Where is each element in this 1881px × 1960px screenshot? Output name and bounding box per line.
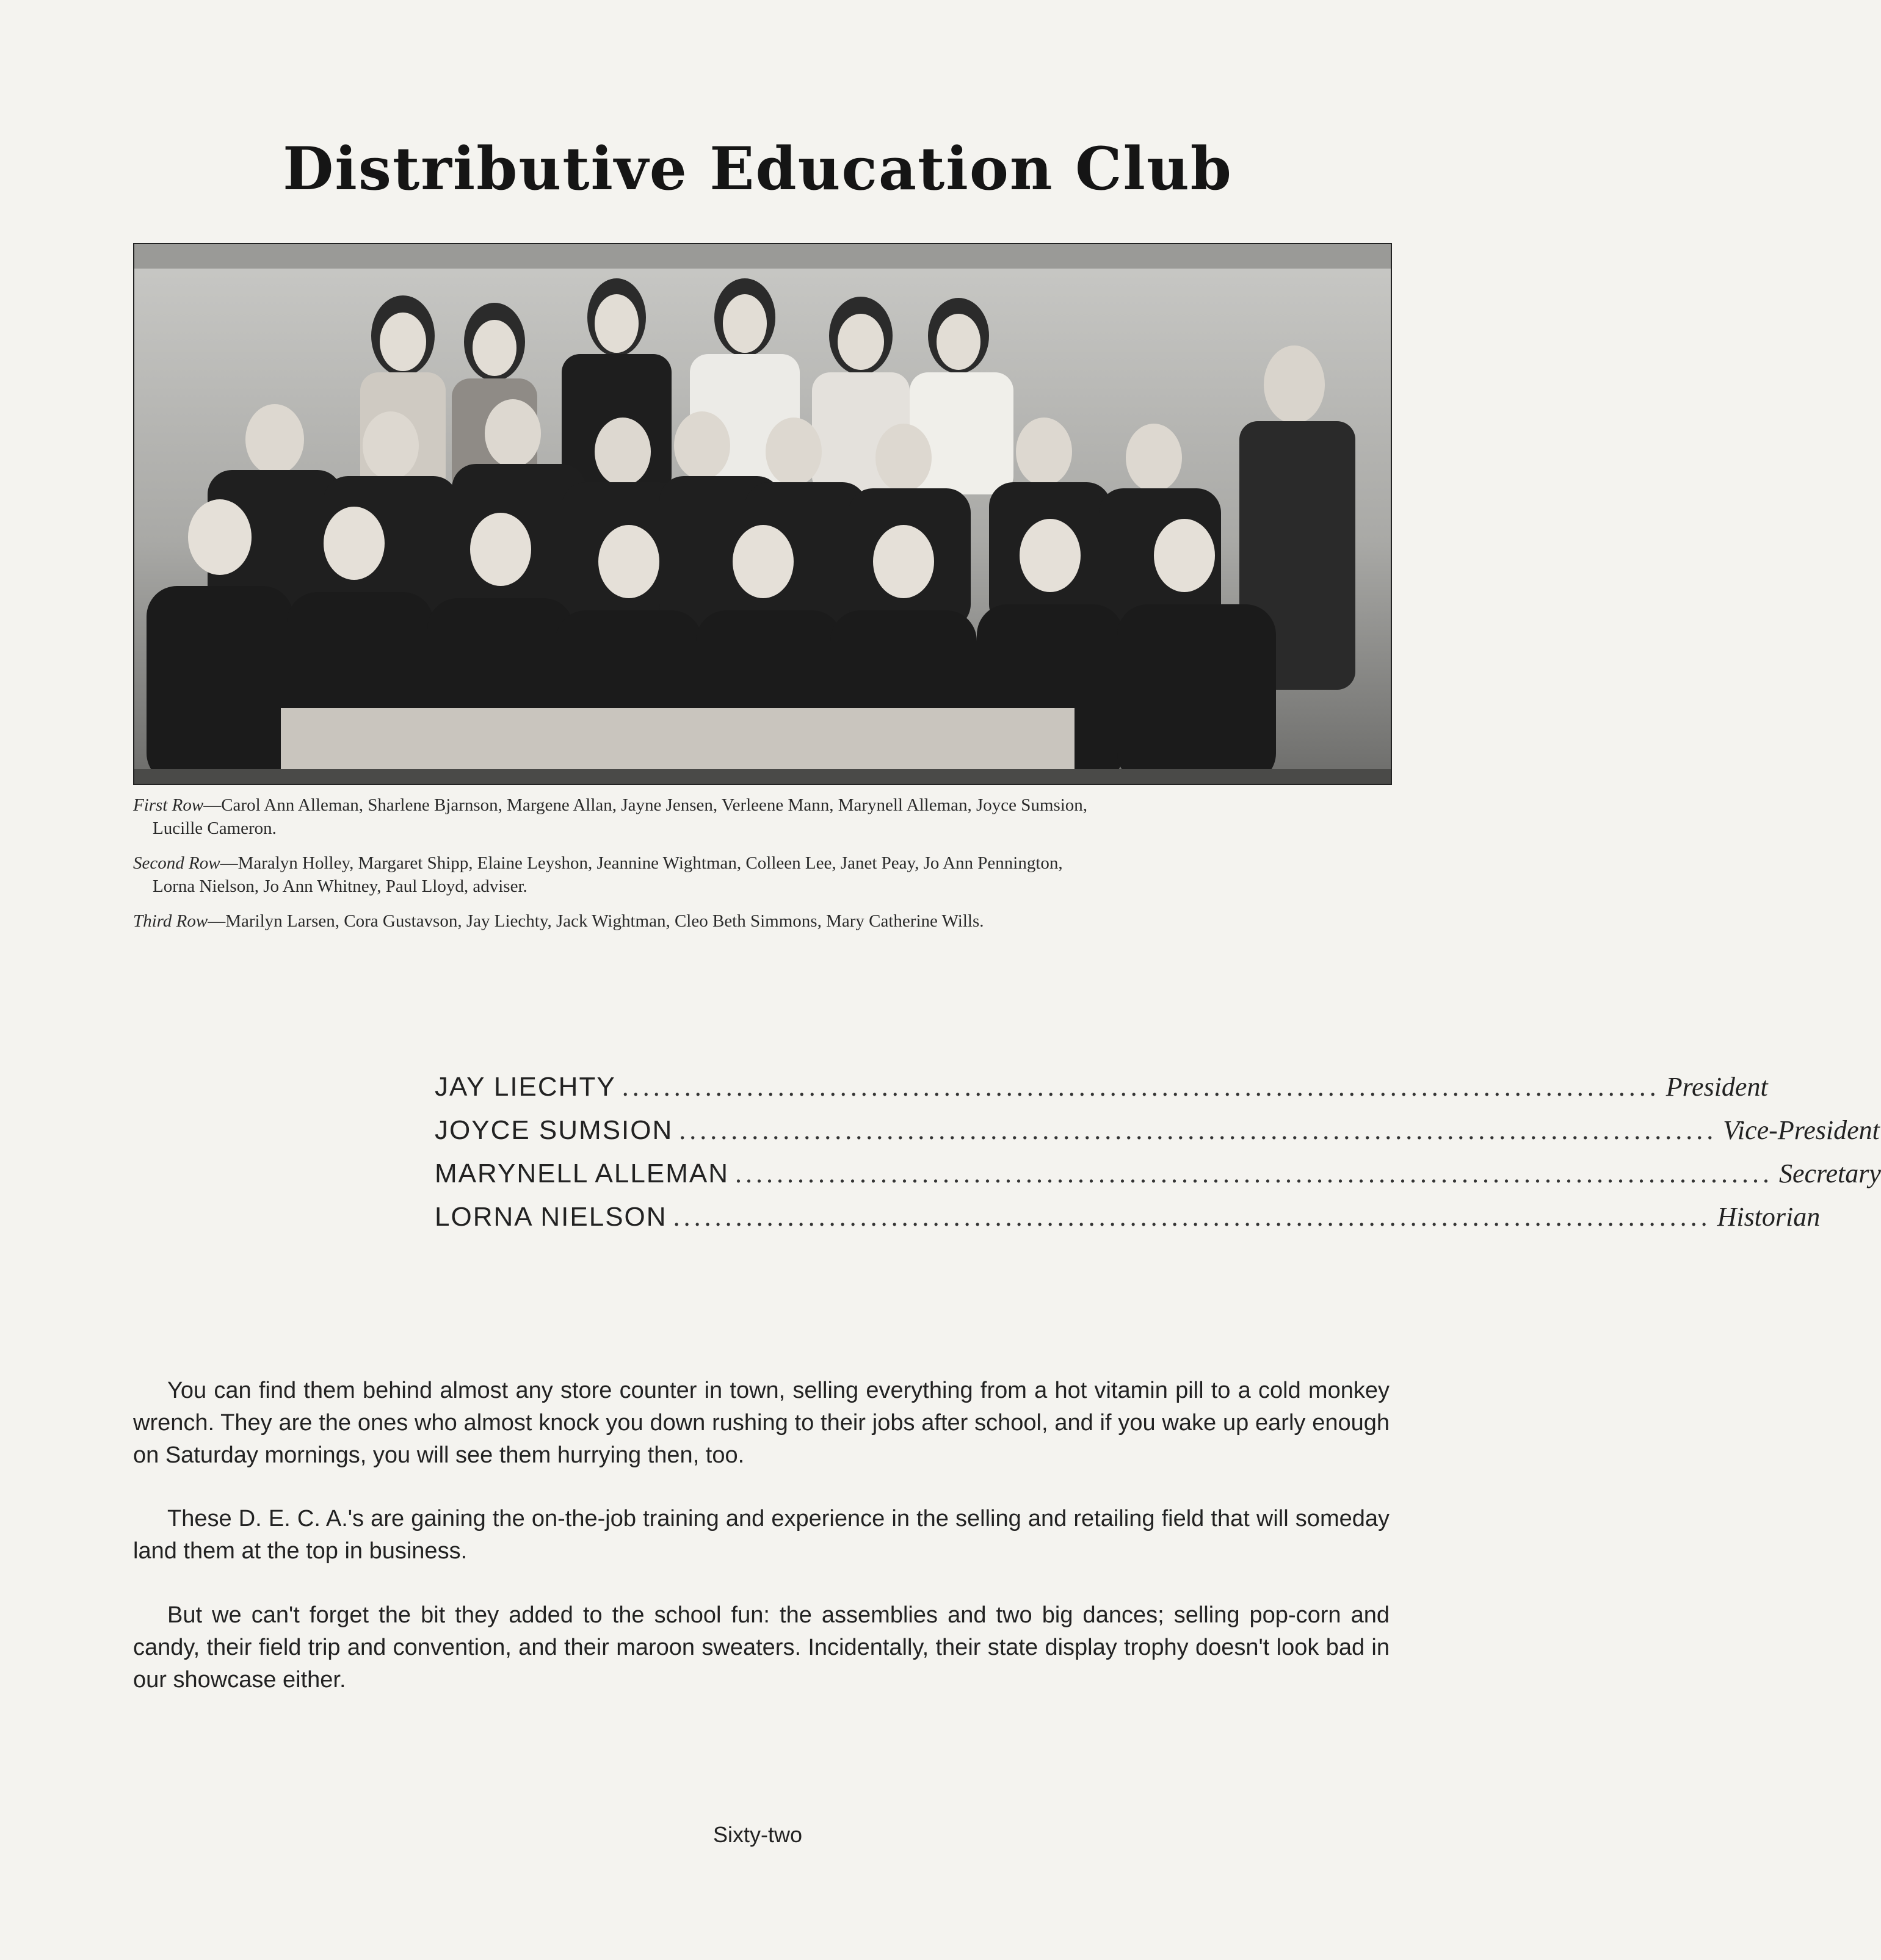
body-paragraph-3: But we can't forget the bit they added to the school fun: the assemblies and two big dances; selling pop-corn and candy, their field trip and convention, and their maroon sweaters. Incidentally, their state display trophy doesn't look bad in our showcase either. [133,1602,1390,1693]
body-paragraph-2: These D. E. C. A.'s are gaining the on-the-job training and experience in the selling and retailing field that will someday land them at the top in business. [133,1506,1390,1564]
officer-secretary [435,1158,1881,1201]
officer-name: JAY LIECHTY [435,1072,616,1102]
third-row-label: Third Row [133,911,208,931]
photo-caption-third-row [133,909,1390,933]
group-photo-icon [134,244,1391,784]
leader-dots: .................................................................................................... [734,1159,1773,1188]
officer-name: MARYNELL ALLEMAN [435,1159,729,1188]
first-row-names: —Carol Ann Alleman, Sharlene Bjarnson, Margene Allan, Jayne Jensen, Verleene Mann, Marynell Alleman, Joyce Sumsion, [203,795,1088,815]
photo-caption-second-row [133,852,1390,898]
officer-name: JOYCE SUMSION [435,1115,673,1145]
officer-vice-president [435,1115,1880,1158]
officer-title: Vice-President [1723,1115,1880,1145]
first-row-label: First Row [133,795,204,815]
second-row-label: Second Row [133,853,220,873]
first-row-continued: Lucille Cameron. [153,819,277,838]
body-paragraph-1: You can find them behind almost any store counter in town, selling everything from a hot vitamin pill to a cold monkey wrench. They are the ones who almost knock you down rushing to their jobs after school, and if you wake up early enough on Saturday mornings, you will see them hurrying then, too. [133,1378,1390,1468]
group-photo [133,243,1392,785]
leader-dots: .................................................................................................... [679,1115,1717,1145]
officer-title: President [1665,1072,1768,1102]
officer-historian [435,1201,1821,1245]
leader-dots: .................................................................................................... [673,1202,1711,1232]
officer-president [435,1071,1768,1115]
third-row-names: —Marilyn Larsen, Cora Gustavson, Jay Liechty, Jack Wightman, Cleo Beth Simmons, Mary Catherine Wills. [208,911,984,931]
page-title: Distributive Education Club [283,134,1233,203]
page-number: Sixty-two [712,1822,803,1847]
officer-name: LORNA NIELSON [435,1202,667,1232]
officer-title: Secretary [1778,1159,1881,1188]
officer-title: Historian [1717,1202,1821,1232]
second-row-continued: Lorna Nielson, Jo Ann Whitney, Paul Lloyd, adviser. [153,877,527,896]
leader-dots: .................................................................................................... [622,1072,1660,1102]
second-row-names: —Maralyn Holley, Margaret Shipp, Elaine Leyshon, Jeannine Wightman, Colleen Lee, Janet Peay, Jo Ann Pennington, [220,853,1063,873]
officers-list [435,1071,1881,1245]
photo-caption-first-row [133,794,1390,840]
